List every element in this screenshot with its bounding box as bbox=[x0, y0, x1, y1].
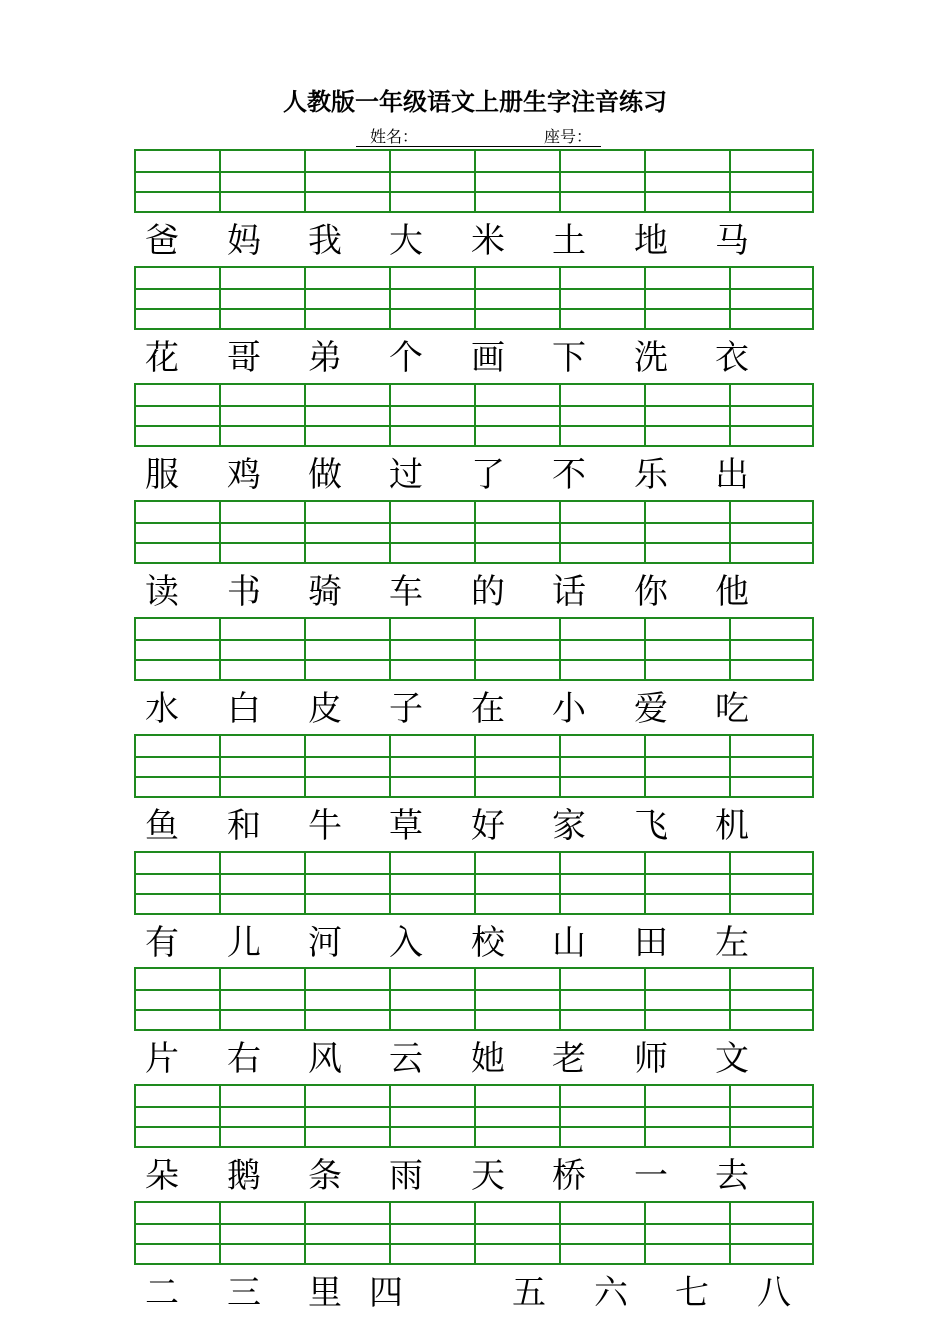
grid-divider bbox=[389, 969, 391, 1029]
pinyin-grid[interactable] bbox=[134, 500, 814, 564]
hanzi-character: 四 bbox=[369, 1273, 403, 1313]
grid-divider bbox=[219, 268, 221, 328]
grid-divider bbox=[389, 736, 391, 796]
hanzi-character: 爱 bbox=[634, 689, 668, 729]
hanzi-character: 草 bbox=[389, 806, 423, 846]
grid-divider bbox=[389, 268, 391, 328]
grid-divider bbox=[729, 385, 731, 445]
hanzi-character: 衣 bbox=[715, 338, 749, 378]
hanzi-character: 朵 bbox=[145, 1156, 179, 1196]
hanzi-character: 书 bbox=[227, 572, 261, 612]
hanzi-character: 马 bbox=[715, 221, 749, 261]
hanzi-character: 他 bbox=[715, 572, 749, 612]
grid-divider bbox=[559, 969, 561, 1029]
grid-divider bbox=[729, 268, 731, 328]
grid-divider bbox=[644, 151, 646, 211]
grid-divider bbox=[474, 1086, 476, 1146]
hanzi-character: 出 bbox=[715, 455, 749, 495]
hanzi-character: 桥 bbox=[552, 1156, 586, 1196]
grid-divider bbox=[729, 151, 731, 211]
grid-divider bbox=[729, 1203, 731, 1263]
hanzi-character: 话 bbox=[552, 572, 586, 612]
character-row bbox=[134, 801, 814, 851]
grid-divider bbox=[644, 853, 646, 913]
hanzi-character: 雨 bbox=[389, 1156, 423, 1196]
grid-divider bbox=[389, 1203, 391, 1263]
hanzi-character: 片 bbox=[145, 1039, 179, 1079]
hanzi-character: 米 bbox=[471, 221, 505, 261]
character-row bbox=[134, 567, 814, 617]
hanzi-character: 五 bbox=[512, 1273, 546, 1313]
grid-divider bbox=[219, 1086, 221, 1146]
hanzi-character: 我 bbox=[308, 221, 342, 261]
grid-divider bbox=[389, 619, 391, 679]
hanzi-character: 鸡 bbox=[227, 455, 261, 495]
pinyin-grid[interactable] bbox=[134, 266, 814, 330]
hanzi-character: 去 bbox=[715, 1156, 749, 1196]
hanzi-character: 机 bbox=[715, 806, 749, 846]
hanzi-character: 服 bbox=[145, 455, 179, 495]
hanzi-character: 八 bbox=[757, 1273, 791, 1313]
hanzi-character: 老 bbox=[552, 1039, 586, 1079]
hanzi-character: 哥 bbox=[227, 338, 261, 378]
hanzi-character: 弟 bbox=[308, 338, 342, 378]
grid-divider bbox=[219, 385, 221, 445]
grid-divider bbox=[304, 1086, 306, 1146]
character-row bbox=[134, 450, 814, 500]
hanzi-character: 子 bbox=[389, 689, 423, 729]
character-row bbox=[134, 1151, 814, 1201]
grid-divider bbox=[304, 853, 306, 913]
hanzi-character: 做 bbox=[308, 455, 342, 495]
hanzi-character: 师 bbox=[634, 1039, 668, 1079]
grid-divider bbox=[474, 736, 476, 796]
grid-divider bbox=[644, 619, 646, 679]
hanzi-character: 个 bbox=[389, 338, 423, 378]
grid-divider bbox=[559, 853, 561, 913]
hanzi-character: 二 bbox=[145, 1273, 179, 1313]
page-title: 人教版一年级语文上册生字注音练习 bbox=[283, 88, 667, 116]
grid-divider bbox=[559, 502, 561, 562]
grid-divider bbox=[644, 385, 646, 445]
grid-divider bbox=[474, 1203, 476, 1263]
grid-divider bbox=[389, 502, 391, 562]
hanzi-character: 山 bbox=[552, 923, 586, 963]
grid-divider bbox=[559, 1203, 561, 1263]
grid-divider bbox=[644, 736, 646, 796]
hanzi-character: 了 bbox=[471, 455, 505, 495]
grid-divider bbox=[474, 502, 476, 562]
grid-divider bbox=[729, 736, 731, 796]
hanzi-character: 白 bbox=[227, 689, 261, 729]
hanzi-character: 一 bbox=[634, 1156, 668, 1196]
hanzi-character: 天 bbox=[471, 1156, 505, 1196]
pinyin-grid[interactable] bbox=[134, 734, 814, 798]
hanzi-character: 三 bbox=[227, 1273, 261, 1313]
grid-divider bbox=[729, 502, 731, 562]
grid-divider bbox=[644, 969, 646, 1029]
pinyin-grid[interactable] bbox=[134, 617, 814, 681]
hanzi-character: 有 bbox=[145, 923, 179, 963]
grid-divider bbox=[304, 502, 306, 562]
hanzi-character: 花 bbox=[145, 338, 179, 378]
hanzi-character: 七 bbox=[675, 1273, 709, 1313]
pinyin-grid[interactable] bbox=[134, 851, 814, 915]
hanzi-character: 条 bbox=[308, 1156, 342, 1196]
grid-divider bbox=[389, 853, 391, 913]
hanzi-character: 好 bbox=[471, 806, 505, 846]
hanzi-character: 洗 bbox=[634, 338, 668, 378]
hanzi-character: 小 bbox=[552, 689, 586, 729]
grid-divider bbox=[729, 619, 731, 679]
grid-divider bbox=[219, 502, 221, 562]
grid-divider bbox=[304, 1203, 306, 1263]
grid-divider bbox=[644, 268, 646, 328]
character-row bbox=[134, 918, 814, 968]
grid-divider bbox=[559, 385, 561, 445]
hanzi-character: 鱼 bbox=[145, 806, 179, 846]
hanzi-character: 右 bbox=[227, 1039, 261, 1079]
grid-divider bbox=[474, 151, 476, 211]
grid-divider bbox=[474, 969, 476, 1029]
hanzi-character: 风 bbox=[308, 1039, 342, 1079]
hanzi-character: 文 bbox=[715, 1039, 749, 1079]
grid-divider bbox=[474, 619, 476, 679]
hanzi-character: 校 bbox=[471, 923, 505, 963]
seat-number-label: 座号： bbox=[544, 127, 593, 146]
grid-divider bbox=[304, 969, 306, 1029]
grid-divider bbox=[219, 969, 221, 1029]
hanzi-character: 吃 bbox=[715, 689, 749, 729]
grid-divider bbox=[219, 619, 221, 679]
hanzi-character: 下 bbox=[552, 338, 586, 378]
hanzi-character: 过 bbox=[389, 455, 423, 495]
grid-divider bbox=[219, 736, 221, 796]
hanzi-character: 家 bbox=[552, 806, 586, 846]
character-row bbox=[134, 684, 814, 734]
hanzi-character: 你 bbox=[634, 572, 668, 612]
hanzi-character: 河 bbox=[308, 923, 342, 963]
grid-divider bbox=[474, 268, 476, 328]
grid-divider bbox=[389, 385, 391, 445]
hanzi-character: 大 bbox=[389, 221, 423, 261]
hanzi-character: 入 bbox=[389, 923, 423, 963]
hanzi-character: 飞 bbox=[634, 806, 668, 846]
hanzi-character: 画 bbox=[471, 338, 505, 378]
hanzi-character: 不 bbox=[552, 455, 586, 495]
hanzi-character: 云 bbox=[389, 1039, 423, 1079]
grid-divider bbox=[559, 736, 561, 796]
pinyin-grid[interactable] bbox=[134, 967, 814, 1031]
grid-divider bbox=[559, 619, 561, 679]
hanzi-character: 的 bbox=[471, 572, 505, 612]
hanzi-character: 她 bbox=[471, 1039, 505, 1079]
character-row bbox=[134, 1034, 814, 1084]
grid-divider bbox=[219, 151, 221, 211]
hanzi-character: 乐 bbox=[634, 455, 668, 495]
name-field[interactable] bbox=[356, 124, 544, 147]
grid-divider bbox=[219, 1203, 221, 1263]
character-row bbox=[134, 216, 814, 266]
hanzi-character: 骑 bbox=[308, 572, 342, 612]
grid-divider bbox=[219, 853, 221, 913]
hanzi-character: 和 bbox=[227, 806, 261, 846]
hanzi-character: 六 bbox=[594, 1273, 628, 1313]
grid-divider bbox=[729, 969, 731, 1029]
pinyin-grid[interactable] bbox=[134, 383, 814, 447]
hanzi-character: 儿 bbox=[227, 923, 261, 963]
character-row bbox=[134, 1268, 814, 1318]
grid-divider bbox=[304, 385, 306, 445]
hanzi-character: 里 bbox=[308, 1273, 342, 1313]
grid-divider bbox=[304, 619, 306, 679]
hanzi-character: 牛 bbox=[308, 806, 342, 846]
grid-divider bbox=[389, 151, 391, 211]
pinyin-grid[interactable] bbox=[134, 149, 814, 213]
hanzi-character: 爸 bbox=[145, 221, 179, 261]
hanzi-character: 读 bbox=[145, 572, 179, 612]
hanzi-character: 鹅 bbox=[227, 1156, 261, 1196]
seat-number-field[interactable] bbox=[544, 124, 601, 147]
grid-divider bbox=[474, 853, 476, 913]
grid-divider bbox=[559, 1086, 561, 1146]
grid-divider bbox=[644, 1086, 646, 1146]
student-info-line bbox=[0, 124, 950, 148]
pinyin-grid[interactable] bbox=[134, 1201, 814, 1265]
hanzi-character: 妈 bbox=[227, 221, 261, 261]
grid-divider bbox=[304, 268, 306, 328]
hanzi-character: 皮 bbox=[308, 689, 342, 729]
grid-divider bbox=[559, 151, 561, 211]
hanzi-character: 田 bbox=[634, 923, 668, 963]
grid-divider bbox=[304, 736, 306, 796]
grid-divider bbox=[389, 1086, 391, 1146]
grid-divider bbox=[559, 268, 561, 328]
pinyin-grid[interactable] bbox=[134, 1084, 814, 1148]
hanzi-character: 水 bbox=[145, 689, 179, 729]
hanzi-character: 车 bbox=[389, 572, 423, 612]
hanzi-character: 地 bbox=[634, 221, 668, 261]
grid-divider bbox=[729, 853, 731, 913]
grid-divider bbox=[729, 1086, 731, 1146]
character-row bbox=[134, 333, 814, 383]
name-label: 姓名： bbox=[370, 127, 419, 146]
grid-divider bbox=[644, 1203, 646, 1263]
grid-divider bbox=[644, 502, 646, 562]
grid-divider bbox=[304, 151, 306, 211]
hanzi-character: 在 bbox=[471, 689, 505, 729]
hanzi-character: 土 bbox=[552, 221, 586, 261]
hanzi-character: 左 bbox=[715, 923, 749, 963]
grid-divider bbox=[474, 385, 476, 445]
